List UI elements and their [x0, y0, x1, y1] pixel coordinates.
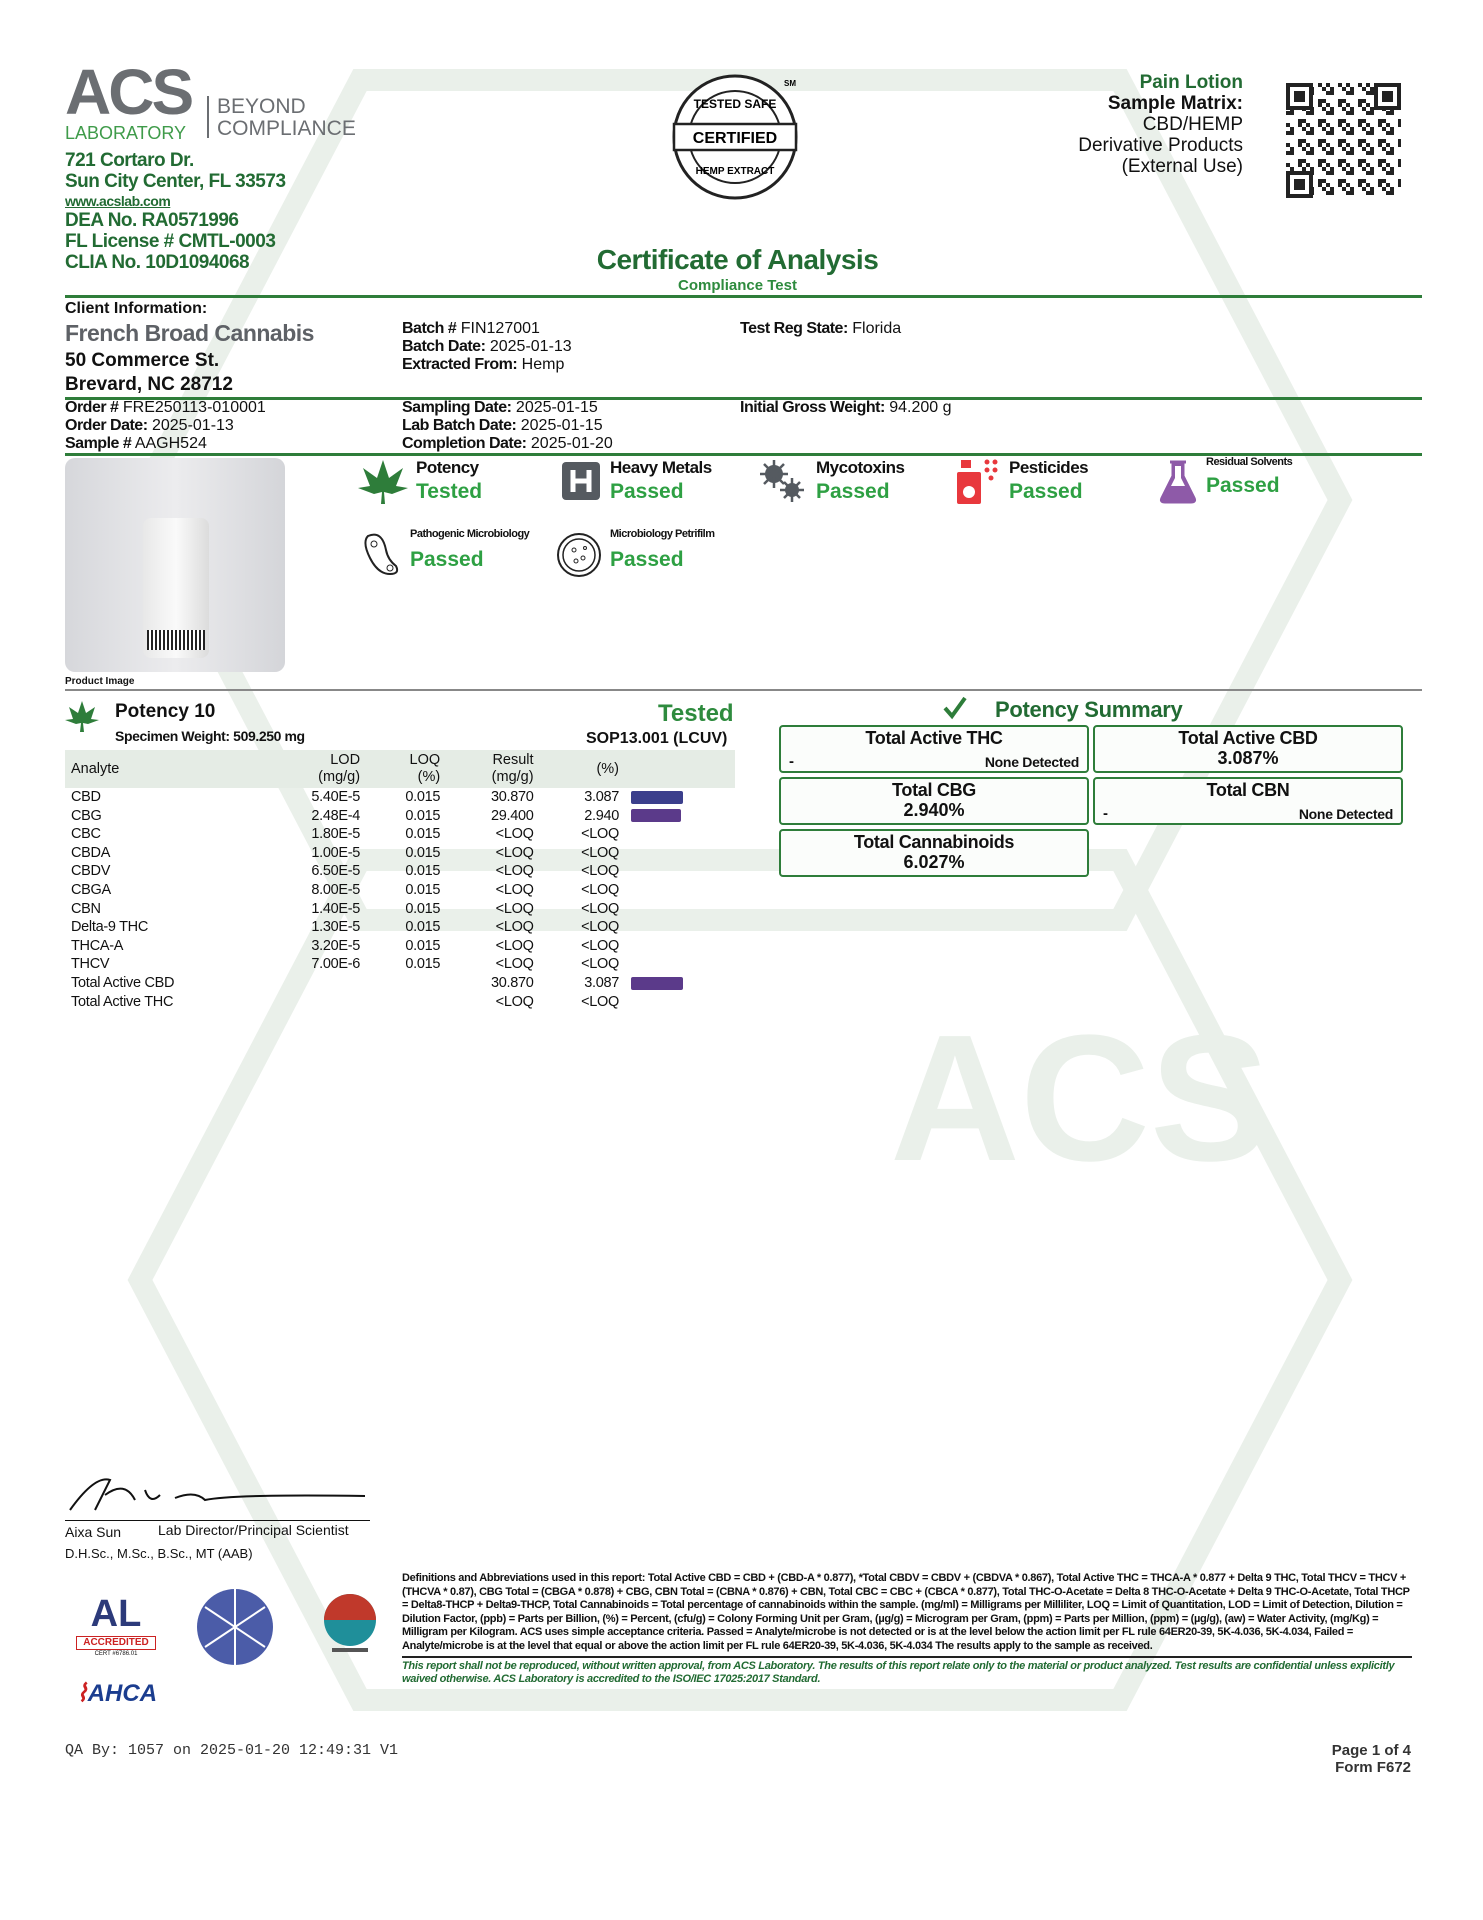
test-status: Passed	[610, 480, 684, 503]
table-cell	[366, 993, 446, 1012]
summary-label: Total CBG	[892, 780, 976, 800]
sample-matrix-line: CBD/HEMP	[1142, 114, 1243, 135]
qa-stamp: QA By: 1057 on 2025-01-20 12:49:31 V1	[65, 1742, 399, 1759]
svg-text:ACS: ACS	[889, 998, 1271, 1199]
tested-safe-certified-seal	[670, 72, 800, 202]
footer-text	[402, 1572, 1412, 1687]
table-cell: CBN	[71, 900, 101, 917]
completion-date-value: 2025-01-20	[530, 435, 613, 452]
table-cell: 0.015	[405, 881, 441, 898]
table-cell: CBDV	[71, 863, 111, 880]
table-cell: 0.015	[405, 919, 441, 936]
sample-matrix-line: Derivative Products	[1078, 135, 1243, 156]
test-name: Microbiology Petrifilm	[610, 528, 715, 540]
disclaimer-text: This report shall not be reproduced, without written approval, from ACS Laboratory. The results of this report relate only to the material or product analyzed. Test results are confidential unless explicitly waived otherwise. ACS Laboratory is accredited to the ISO/IEC 17025:2017 Standard.	[402, 1659, 1395, 1686]
lab-batch-date-value: 2025-01-15	[520, 417, 603, 434]
table-cell: 8.00E-5	[311, 881, 361, 898]
table-cell: 0.015	[405, 789, 441, 805]
ahca-logo: ⌇AHCA	[76, 1680, 158, 1707]
table-cell: 0.015	[405, 807, 441, 824]
table-row	[65, 918, 735, 937]
heavy-metals-icon	[560, 458, 602, 502]
lab-batch-date-label: Lab Batch Date:	[402, 417, 517, 434]
potency-bar	[631, 791, 683, 804]
summary-value: 2.940%	[903, 800, 965, 820]
test-status: Tested	[416, 480, 483, 503]
bar-cell	[625, 918, 735, 937]
table-cell: 0.015	[405, 863, 441, 880]
table-cell: 6.50E-5	[311, 863, 361, 880]
product-image-label: Product Image	[65, 676, 135, 687]
bar-cell	[625, 900, 735, 919]
summary-box	[1093, 725, 1403, 773]
summary-box	[1093, 777, 1403, 825]
table-header	[65, 750, 735, 788]
logo-beyond: BEYOND	[217, 95, 306, 118]
microbe-icon	[358, 528, 402, 578]
table-cell: 1.80E-5	[311, 826, 361, 843]
table-row	[65, 955, 735, 974]
table-cell: 3.20E-5	[311, 937, 361, 954]
table-row	[65, 788, 735, 807]
table-cell	[262, 974, 366, 993]
table-cell: <LOQ	[581, 919, 619, 936]
weight-value: 94.200 g	[889, 399, 952, 416]
divider	[65, 295, 1422, 298]
logo-laboratory: LABORATORY	[65, 123, 187, 143]
table-cell: <LOQ	[581, 937, 619, 954]
potency-method: SOP13.001 (LCUV)	[586, 730, 728, 747]
petri-dish-icon	[556, 528, 602, 578]
accredited-text: ACCREDITED	[76, 1636, 156, 1650]
signer-name: Aixa Sun	[65, 1524, 122, 1540]
batch-date-value: 2025-01-13	[489, 338, 572, 355]
column-header: LOQ (%)	[366, 750, 446, 788]
bar-cell	[625, 807, 735, 826]
order-date-label: Order Date:	[65, 417, 148, 434]
potency-title: Potency 10	[115, 701, 216, 722]
table-cell: 1.00E-5	[311, 844, 361, 861]
table-cell: <LOQ	[581, 863, 619, 880]
table-row	[65, 993, 735, 1012]
test-potency[interactable]	[358, 458, 482, 504]
column-header: Result (mg/g)	[446, 750, 539, 788]
check-icon	[942, 696, 968, 720]
table-cell: 7.00E-6	[311, 956, 361, 973]
bar-cell	[625, 955, 735, 974]
sample-matrix-line: (External Use)	[1121, 156, 1243, 177]
signer-title: Lab Director/Principal Scientist	[158, 1522, 349, 1538]
seal-sm: SM	[784, 79, 796, 88]
table-cell: 30.870	[491, 974, 534, 991]
table-cell: CBD	[71, 789, 101, 805]
table-cell: 2.48E-4	[311, 807, 361, 824]
summary-label: Total Cannabinoids	[853, 832, 1015, 852]
lab-dea: DEA No. RA0571996	[65, 210, 239, 231]
bar-cell	[625, 788, 735, 807]
test-status: Passed	[410, 548, 484, 571]
table-row	[65, 844, 735, 863]
seal-bottom-text: HEMP EXTRACT	[695, 166, 775, 177]
potency-bar	[631, 977, 683, 990]
dea-registered-logo	[318, 1590, 382, 1660]
lab-fl-license: FL License # CMTL-0003	[65, 231, 276, 252]
divider	[402, 1656, 1412, 1658]
logo-compliance: COMPLIANCE	[217, 117, 356, 140]
state-label: Test Reg State:	[740, 320, 848, 337]
definitions-text: Definitions and Abbreviations used in this report: Total Active CBD = CBD + (CBD-A * 0.877), *Total CBDV = CBDV + (CBDVA * 0.867), Total Active THC = THCA-A * 0.877 + Delta 9 THC, Total THCV = THCV + (THCVA * 0.87), CBG Total = (CBGA * 0.878) + CBG, CBN Total = (CBNA * 0.876) + CBN, Total CBC = CBC + (CBCA * 0.877), Total THC-O-Acetate = Delta 8 THC-O-Acetate + Delta 9 THC-O-Acetate, Total THCP = Delta8-THCP + Delta9-THCP, Total Cannabinoids = Total percentage of cannabinoids within the sample. (mg/ml) = Milligrams per Milliliter, LOQ = Limit of Quantitation, LOD = Limit of Detection, Dilution = Dilution Factor, (ppb) = Parts per Billion, (%) = Percent, (cfu/g) = Colony Forming Unit per Gram, (µg/g) = Microgram per Gram, (ppm) = Parts per Million, (ppm) = (µg/g), (aw) = Water Activity, (mg/Kg) = Milligram per Kilogram. ACS uses simple acceptance criteria. Passed = Analyte/microbe is not detected or is at the level below the action limit per FL rule 64ER20-39, 5K-4.036, 5K-4.034, Failed = Analyte/microbe is at the level that equal or above the action limit per FL rule 64ER20-39, 5K-4.036, 5K-4.034 The results apply to the sample as received.	[402, 1572, 1410, 1652]
date-info	[402, 399, 613, 453]
table-cell: 2.940	[584, 807, 619, 824]
test-status: Passed	[610, 548, 684, 571]
order-label: Order #	[65, 399, 119, 416]
flask-icon	[1158, 456, 1198, 504]
weight-label: Initial Gross Weight:	[740, 399, 885, 416]
logo-divider	[207, 96, 209, 138]
product-info	[1078, 72, 1243, 177]
bar-cell	[625, 937, 735, 956]
table-cell: <LOQ	[581, 993, 619, 1010]
table-cell: 3.087	[584, 789, 619, 805]
table-cell: 3.087	[584, 974, 619, 991]
cla-logo	[195, 1587, 275, 1667]
page-number: Page 1 of 4	[1331, 1742, 1411, 1759]
test-name: Pathogenic Microbiology	[410, 528, 530, 540]
lab-clia: CLIA No. 10D1094068	[65, 252, 250, 273]
table-cell: <LOQ	[581, 881, 619, 898]
batch-value: FIN127001	[460, 320, 540, 337]
bar-cell	[625, 862, 735, 881]
table-cell: Delta-9 THC	[71, 919, 149, 936]
table-row	[65, 825, 735, 844]
order-info	[65, 399, 266, 453]
test-status: Passed	[816, 480, 890, 503]
qr-code[interactable]	[1286, 83, 1401, 198]
mycotoxins-icon	[758, 458, 808, 504]
table-cell: 0.015	[405, 826, 441, 843]
test-pathogenic-microbiology[interactable]	[358, 528, 529, 578]
table-row	[65, 900, 735, 919]
test-residual-solvents[interactable]	[1158, 456, 1292, 504]
client-name: French Broad Cannabis	[65, 320, 314, 346]
table-cell: CBG	[71, 807, 102, 824]
table-cell: 0.015	[405, 844, 441, 861]
lab-website-link[interactable]: www.acslab.com	[65, 193, 171, 209]
table-row	[65, 974, 735, 993]
test-reg-state	[740, 320, 901, 338]
summary-box	[779, 829, 1089, 877]
test-status: Passed	[1206, 474, 1280, 497]
bar-cell	[625, 974, 735, 993]
table-cell: 1.40E-5	[311, 900, 361, 917]
test-name: Potency	[416, 458, 479, 477]
potency-status: Tested	[658, 700, 734, 727]
table-row	[65, 937, 735, 956]
table-cell: Total Active CBD	[71, 974, 175, 991]
table-cell: <LOQ	[581, 900, 619, 917]
summary-box	[779, 725, 1089, 773]
test-name: Pesticides	[1009, 458, 1089, 477]
signer-credentials: D.H.Sc., M.Sc., B.Sc., MT (AAB)	[65, 1546, 253, 1561]
table-cell: CBC	[71, 826, 101, 843]
table-cell: 0.015	[405, 956, 441, 973]
summary-label: Total CBN	[1206, 780, 1290, 800]
table-cell: CBDA	[71, 844, 111, 861]
gross-weight	[740, 399, 952, 417]
signature-line	[65, 1520, 370, 1521]
table-cell	[366, 974, 446, 993]
test-status: Passed	[1009, 480, 1083, 503]
bar-column-header	[625, 750, 735, 788]
product-image[interactable]	[65, 458, 285, 672]
batch-info	[402, 320, 572, 374]
table-cell: <LOQ	[495, 881, 534, 898]
potency-bar	[631, 809, 681, 822]
summary-dash: -	[1103, 805, 1108, 822]
table-cell	[262, 993, 366, 1012]
ahca-text: AHCA	[87, 1680, 158, 1707]
table-cell: <LOQ	[581, 826, 619, 843]
summary-dash: -	[789, 753, 794, 770]
table-cell: <LOQ	[495, 956, 534, 973]
cert-number: CERT #6786.01	[94, 1651, 138, 1657]
summary-value: 3.087%	[1217, 748, 1279, 768]
cannabis-leaf-icon	[358, 458, 408, 504]
seal-center-text: CERTIFIED	[692, 130, 778, 147]
sampling-date-value: 2025-01-15	[515, 399, 598, 416]
table-cell: <LOQ	[495, 863, 534, 880]
state-value: Florida	[852, 320, 902, 337]
table-cell: <LOQ	[495, 937, 534, 954]
table-cell: THCA-A	[71, 937, 124, 954]
table-cell: Total Active THC	[71, 993, 174, 1010]
signature	[65, 1470, 370, 1520]
table-cell: 29.400	[491, 807, 534, 824]
table-cell: <LOQ	[495, 900, 534, 917]
summary-value: 6.027%	[903, 852, 965, 872]
sample-matrix-label: Sample Matrix:	[1107, 93, 1243, 114]
order-date-value: 2025-01-13	[151, 417, 234, 434]
test-heavy-metals[interactable]	[560, 458, 712, 504]
column-header: LOD (mg/g)	[262, 750, 366, 788]
table-cell: 1.30E-5	[311, 919, 361, 936]
page-info	[1332, 1742, 1411, 1776]
table-cell: 0.015	[405, 900, 441, 917]
table-cell: CBGA	[71, 881, 111, 898]
test-name: Residual Solvents	[1206, 456, 1293, 468]
bar-cell	[625, 825, 735, 844]
extracted-value: Hemp	[521, 356, 565, 373]
test-name: Mycotoxins	[816, 458, 905, 477]
test-microbiology-petrifilm[interactable]	[556, 528, 715, 578]
summary-label: Total Active CBD	[1178, 728, 1318, 748]
batch-date-label: Batch Date:	[402, 338, 486, 355]
test-mycotoxins[interactable]	[758, 458, 905, 504]
lab-address-1: 721 Cortaro Dr.	[65, 150, 194, 171]
sampling-date-label: Sampling Date:	[402, 399, 512, 416]
table-cell: <LOQ	[495, 919, 534, 936]
page-title: Certificate of Analysis	[596, 244, 879, 275]
summary-label: Total Active THC	[865, 728, 1003, 748]
specimen-weight: Specimen Weight: 509.250 mg	[115, 728, 305, 744]
completion-date-label: Completion Date:	[402, 435, 527, 452]
cannabis-leaf-icon	[65, 700, 99, 732]
lab-address-2: Sun City Center, FL 33573	[65, 171, 286, 192]
batch-label: Batch #	[402, 320, 457, 337]
summary-box	[779, 777, 1089, 825]
table-row	[65, 881, 735, 900]
logo-acs: ACS	[65, 56, 192, 128]
product-name: Pain Lotion	[1139, 72, 1243, 93]
table-cell: 30.870	[491, 789, 534, 805]
table-row	[65, 807, 735, 826]
sample-label: Sample #	[65, 435, 132, 452]
test-pesticides[interactable]	[955, 458, 1088, 506]
sample-value: AAGH524	[134, 435, 207, 452]
test-name: Heavy Metals	[610, 458, 712, 477]
accreditation-logo: AL ACCREDITED CERT #6786.01	[76, 1592, 156, 1662]
summary-none-detected: None Detected	[984, 754, 1079, 770]
order-value: FRE250113-010001	[122, 399, 266, 416]
table-cell: <LOQ	[581, 844, 619, 861]
column-header: Analyte	[65, 750, 262, 788]
form-number: Form F672	[1335, 1759, 1411, 1776]
potency-summary-title: Potency Summary	[995, 697, 1183, 722]
client-address-2: Brevard, NC 28712	[65, 374, 233, 395]
bar-cell	[625, 844, 735, 863]
acs-logo	[65, 56, 365, 143]
column-header: (%)	[540, 750, 625, 788]
client-info-label: Client Information:	[65, 300, 208, 317]
bar-cell	[625, 993, 735, 1012]
seal-top-text: TESTED SAFE	[693, 97, 777, 111]
extracted-label: Extracted From:	[402, 356, 518, 373]
bar-cell	[625, 881, 735, 900]
pesticides-icon	[955, 458, 1001, 506]
table-cell: 0.015	[405, 937, 441, 954]
table-cell: <LOQ	[495, 826, 534, 843]
page-subtitle: Compliance Test	[678, 277, 797, 294]
divider	[65, 689, 1422, 691]
table-cell: <LOQ	[495, 844, 534, 861]
potency-table	[65, 750, 735, 1011]
table-cell: <LOQ	[581, 956, 619, 973]
client-address-1: 50 Commerce St.	[65, 350, 220, 371]
summary-none-detected: None Detected	[1298, 806, 1393, 822]
table-cell: 5.40E-5	[311, 789, 361, 805]
table-row	[65, 862, 735, 881]
table-cell: THCV	[71, 956, 110, 973]
table-cell: <LOQ	[495, 993, 534, 1010]
